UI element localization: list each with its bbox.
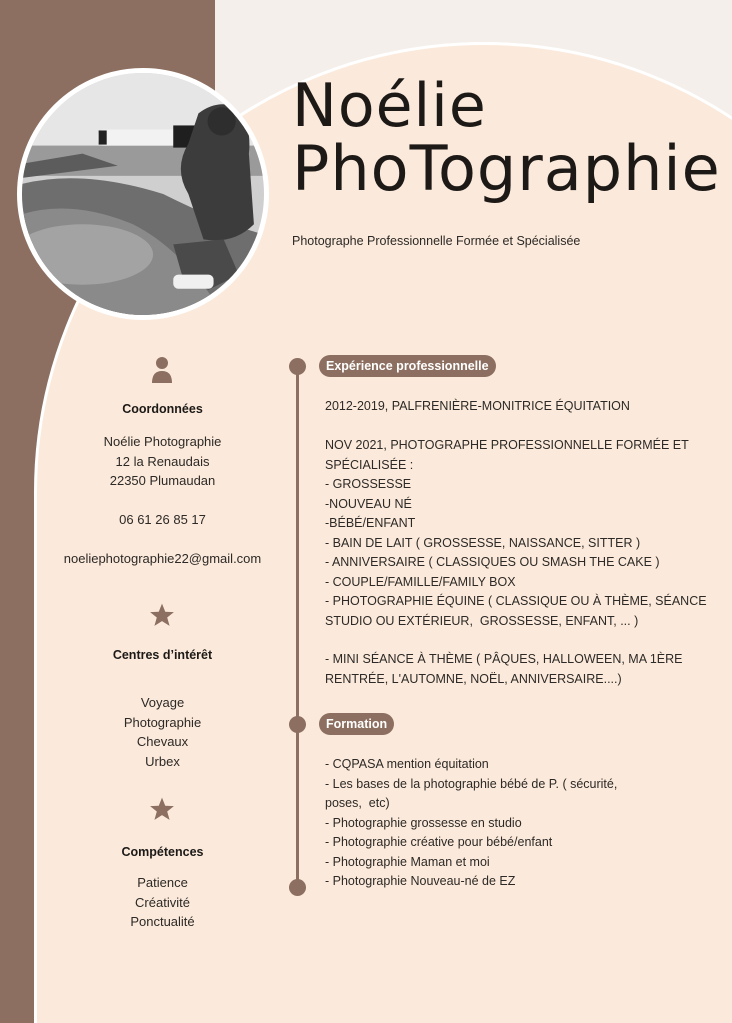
contact-line: 22350 Plumaudan [109, 473, 216, 488]
contact-line: 12 la Renaudais [115, 453, 210, 469]
contact-phone: 06 61 26 85 17 [119, 512, 206, 527]
experience-line: - COUPLE/FAMILLE/FAMILY BOX [325, 574, 516, 589]
skills-section [40, 845, 285, 859]
experience-line: NOV 2021, PHOTOGRAPHE PROFESSIONNELLE FORMÉE ET [325, 438, 689, 452]
timeline-dot [289, 879, 306, 896]
contact-line: Noélie Photographie [103, 434, 222, 449]
education-line: - Photographie grossesse en studio [325, 815, 522, 830]
subtitle: Photographe Professionnelle Formée et Spécialisée [292, 234, 581, 248]
education-line: - Photographie créative pour bébé/enfant [325, 835, 553, 849]
experience-entry-1 [325, 397, 715, 417]
education-line: - Photographie Nouveau-né de EZ [325, 874, 516, 888]
interests-title: Centres d’intérêt [112, 648, 213, 662]
star-icon [148, 795, 176, 823]
education-line: - Photographie Maman et moi [325, 854, 490, 869]
interests-list [40, 693, 285, 771]
education-line: - Les bases de la photographie bébé de P. ( sécurité, [325, 776, 618, 791]
experience-entry-2 [325, 436, 715, 631]
experience-line: SPÉCIALISÉE : [325, 457, 414, 472]
skill-item: Créativité [135, 894, 190, 910]
interest-item: Photographie [123, 714, 202, 730]
experience-line: 2012-2019, PALFRENIÈRE-MONITRICE ÉQUITATION [325, 399, 630, 413]
education-line: - CQPASA mention équitation [325, 757, 489, 771]
skill-item: Patience [137, 875, 188, 890]
experience-line: -NOUVEAU NÉ [325, 496, 412, 511]
contact-section [40, 402, 285, 416]
experience-line: - GROSSESSE [325, 477, 412, 491]
person-icon [148, 356, 176, 384]
skills-list [40, 873, 285, 932]
contact-email-wrap [40, 549, 285, 569]
education-list [325, 755, 715, 892]
timeline-dot [289, 358, 306, 375]
experience-entry-3 [325, 650, 715, 689]
experience-line: - MINI SÉANCE À THÈME ( PÂQUES, HALLOWEEN, MA 1ÈRE [325, 652, 683, 666]
experience-line: - ANNIVERSAIRE ( CLASSIQUES OU SMASH THE CAKE ) [325, 555, 660, 569]
interest-item: Chevaux [136, 734, 189, 749]
experience-heading: Expérience professionnelle [319, 355, 496, 377]
experience-line: RENTRÉE, L'AUTOMNE, NOËL, ANNIVERSAIRE....) [325, 671, 622, 686]
skills-title: Compétences [121, 845, 204, 859]
timeline-line [296, 366, 299, 888]
timeline-dot [289, 716, 306, 733]
star-icon [148, 601, 176, 629]
interest-item: Urbex [145, 753, 180, 769]
interests-section [40, 648, 285, 662]
experience-line: -BÉBÉ/ENFANT [325, 516, 416, 530]
contact-phone-wrap [40, 510, 285, 530]
contact-details [40, 432, 285, 491]
education-line: poses, etc) [325, 796, 390, 810]
skill-item: Ponctualité [130, 914, 195, 929]
experience-line: - PHOTOGRAPHIE ÉQUINE ( CLASSIQUE OU À THÈME, SÉANCE [325, 594, 707, 608]
title-line-1: Noélie [292, 71, 487, 141]
contact-title: Coordonnées [122, 402, 203, 416]
title-line-2: PhoTographie [292, 132, 721, 205]
page-title [292, 71, 721, 205]
contact-email: noeliephotographie22@gmail.com [63, 551, 262, 566]
experience-line: STUDIO OU EXTÉRIEUR, GROSSESSE, ENFANT, ... ) [325, 613, 639, 628]
education-heading: Formation [319, 713, 394, 735]
profile-photo [17, 68, 269, 320]
experience-line: - BAIN DE LAIT ( GROSSESSE, NAISSANCE, SITTER ) [325, 535, 641, 550]
interest-item: Voyage [140, 695, 185, 710]
